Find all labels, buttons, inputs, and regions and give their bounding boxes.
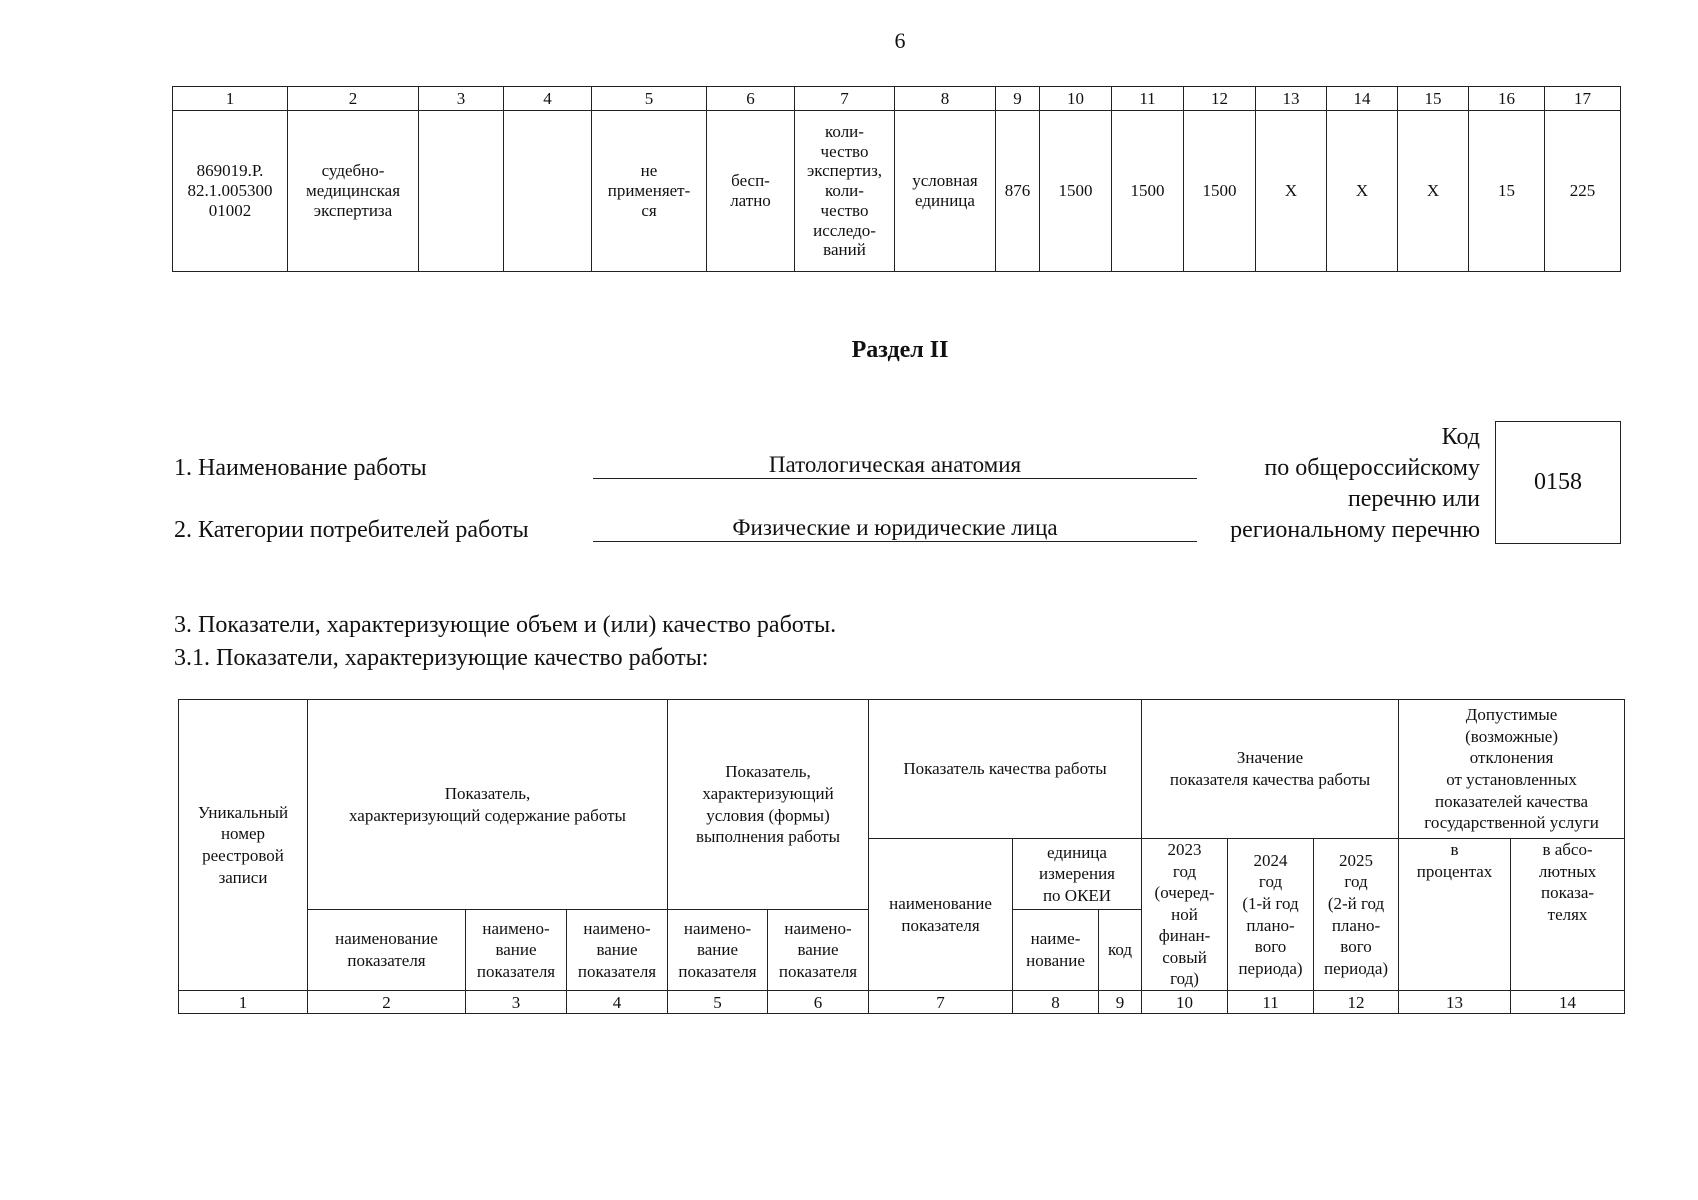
col-num: 10 — [1142, 991, 1228, 1014]
col-num: 2 — [308, 991, 466, 1014]
col-num: 5 — [668, 991, 768, 1014]
volume-indicator-cell: коли- чество экспертиз, коли- чество исследо- ваний — [795, 111, 895, 272]
col-num: 12 — [1184, 87, 1256, 111]
consumers-value: Физические и юридические лица — [593, 515, 1197, 542]
quality-indicators-table — [178, 699, 1625, 1014]
fee-cell: Х — [1327, 111, 1398, 272]
year-2024-header: 2024 год (1-й год плано- вого периода) — [1228, 839, 1314, 991]
col-num: 3 — [466, 991, 567, 1014]
deviation-absolute-header: в абсо- лютных показа- телях — [1511, 839, 1625, 991]
work-name-value: Патологическая анатомия — [593, 452, 1197, 479]
registry-number-cell: 869019.Р. 82.1.005300 01002 — [173, 111, 288, 272]
value-2025-cell: 1500 — [1184, 111, 1256, 272]
registry-continuation-table — [172, 86, 1621, 272]
col-num: 4 — [504, 87, 592, 111]
code-caption: Код по общероссийскому перечню или региональному перечню — [1230, 424, 1480, 543]
year-2023-header: 2023 год (очеред- ной финан- совый год) — [1142, 839, 1228, 991]
section-title: Раздел II — [851, 337, 949, 363]
work-name-label: 1. Наименование работы — [174, 455, 427, 481]
content-subheader: наимено- вание показателя — [567, 910, 668, 991]
col-num: 8 — [895, 87, 996, 111]
okei-code-cell: 876 — [996, 111, 1040, 272]
fee-cell: Х — [1398, 111, 1469, 272]
conditions-indicator-header: Показатель, характеризующий условия (формы) выполнения работы — [668, 700, 869, 910]
col-num: 11 — [1228, 991, 1314, 1014]
quality-indicators-heading: 3.1. Показатели, характеризующие качество работы: — [174, 645, 709, 671]
table-row — [173, 111, 1621, 272]
value-2023-cell: 1500 — [1040, 111, 1112, 272]
deviation-header: Допустимые (возможные) отклонения от установленных показателей качества государственной услуги — [1399, 700, 1625, 839]
okei-unit-header: единица измерения по ОКЕИ — [1013, 839, 1142, 910]
service-content-cell: судебно- медицинская экспертиза — [288, 111, 419, 272]
conditions-subheader: наимено- вание показателя — [768, 910, 869, 991]
col-num: 17 — [1545, 87, 1621, 111]
col-num: 7 — [795, 87, 895, 111]
content-subheader: наименование показателя — [308, 910, 466, 991]
col-num: 14 — [1511, 991, 1625, 1014]
unit-name-header: наиме- нование — [1013, 910, 1099, 991]
content-subheader: наимено- вание показателя — [466, 910, 567, 991]
code-value: 0158 — [1534, 469, 1582, 495]
code-box — [1495, 421, 1621, 544]
col-num: 13 — [1399, 991, 1511, 1014]
payment-cell: бесп- латно — [707, 111, 795, 272]
col-num: 5 — [592, 87, 707, 111]
col-num: 6 — [707, 87, 795, 111]
col-num: 3 — [419, 87, 504, 111]
column-number-row — [173, 87, 1621, 111]
year-2025-header: 2025 год (2-й год плано- вого периода) — [1314, 839, 1399, 991]
col-num: 11 — [1112, 87, 1184, 111]
fee-cell: Х — [1256, 111, 1327, 272]
conditions-subheader: наимено- вание показателя — [668, 910, 768, 991]
quality-value-header: Значение показателя качества работы — [1142, 700, 1399, 839]
page-number: 6 — [894, 28, 906, 53]
col-num: 7 — [869, 991, 1013, 1014]
indicators-heading: 3. Показатели, характеризующие объем и (или) качество работы. — [174, 612, 837, 638]
col-num: 16 — [1469, 87, 1545, 111]
unique-number-header: Уникальный номер реестровой записи — [179, 700, 308, 991]
col-num: 2 — [288, 87, 419, 111]
col-num: 15 — [1398, 87, 1469, 111]
condition-cell: не применяет- ся — [592, 111, 707, 272]
value-2024-cell: 1500 — [1112, 111, 1184, 272]
deviation-absolute-cell: 225 — [1545, 111, 1621, 272]
consumers-label: 2. Категории потребителей работы — [174, 517, 529, 543]
indicator-name-header: наименование показателя — [869, 839, 1013, 991]
unit-cell: условная единица — [895, 111, 996, 272]
col-num: 6 — [768, 991, 869, 1014]
content-indicator-header: Показатель, характеризующий содержание работы — [308, 700, 668, 910]
unit-code-header: код — [1099, 910, 1142, 991]
col-num: 1 — [179, 991, 308, 1014]
deviation-percent-header: в процентах — [1399, 839, 1511, 991]
col-num: 4 — [567, 991, 668, 1014]
quality-indicator-header: Показатель качества работы — [869, 700, 1142, 839]
col-num: 14 — [1327, 87, 1398, 111]
deviation-percent-cell: 15 — [1469, 111, 1545, 272]
col-num: 9 — [1099, 991, 1142, 1014]
col-num: 9 — [996, 87, 1040, 111]
col-num: 13 — [1256, 87, 1327, 111]
empty-cell — [419, 111, 504, 272]
col-num: 12 — [1314, 991, 1399, 1014]
col-num: 1 — [173, 87, 288, 111]
col-num: 10 — [1040, 87, 1112, 111]
empty-cell — [504, 111, 592, 272]
column-number-row — [179, 991, 1625, 1014]
col-num: 8 — [1013, 991, 1099, 1014]
